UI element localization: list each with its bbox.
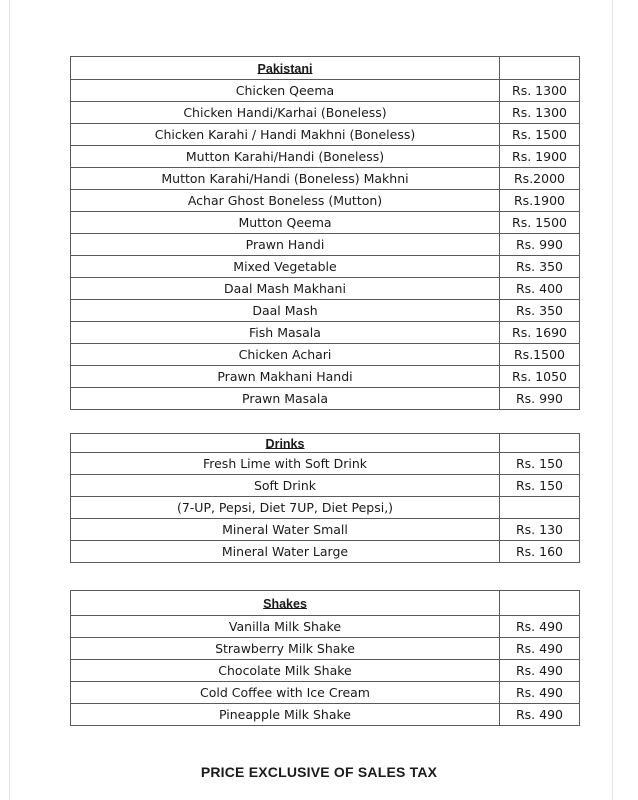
- menu-item-price: Rs. 1050: [500, 366, 580, 388]
- menu-item-name: Vanilla Milk Shake: [71, 616, 500, 638]
- menu-item-name: Prawn Handi: [71, 234, 500, 256]
- menu-item-name: Mutton Karahi/Handi (Boneless) Makhni: [71, 168, 500, 190]
- section-header-price-cell: [500, 434, 580, 453]
- menu-item-name: (7-UP, Pepsi, Diet 7UP, Diet Pepsi,): [71, 497, 500, 519]
- menu-item-name: Chocolate Milk Shake: [71, 660, 500, 682]
- menu-item-name: Prawn Masala: [71, 388, 500, 410]
- menu-item-row: [71, 453, 580, 475]
- menu-item-price: Rs. 1500: [500, 124, 580, 146]
- menu-item-price: Rs. 350: [500, 300, 580, 322]
- menu-item-row: [71, 256, 580, 278]
- menu-item-price: Rs. 1300: [500, 102, 580, 124]
- menu-item-price: Rs.1500: [500, 344, 580, 366]
- menu-item-row: [71, 234, 580, 256]
- menu-item-name: Mineral Water Large: [71, 541, 500, 563]
- menu-item-row: [71, 80, 580, 102]
- menu-item-row: [71, 278, 580, 300]
- section-header-price-cell: [500, 591, 580, 616]
- menu-item-price: Rs. 1690: [500, 322, 580, 344]
- menu-item-name: Cold Coffee with Ice Cream: [71, 682, 500, 704]
- menu-item-row: [71, 344, 580, 366]
- menu-item-row: [71, 366, 580, 388]
- menu-item-name: Achar Ghost Boneless (Mutton): [71, 190, 500, 212]
- menu-item-name: Daal Mash Makhani: [71, 278, 500, 300]
- menu-item-name: Fish Masala: [71, 322, 500, 344]
- menu-item-price: Rs. 990: [500, 388, 580, 410]
- menu-table-pakistani: [70, 56, 580, 410]
- menu-item-name: Daal Mash: [71, 300, 500, 322]
- menu-item-name: Soft Drink: [71, 475, 500, 497]
- menu-item-name: Chicken Qeema: [71, 80, 500, 102]
- section-header-price-cell: [500, 57, 580, 80]
- section-title-shakes: Shakes: [71, 591, 500, 616]
- menu-item-price: Rs. 1500: [500, 212, 580, 234]
- menu-item-name: Chicken Karahi / Handi Makhni (Boneless): [71, 124, 500, 146]
- menu-item-name: Mineral Water Small: [71, 519, 500, 541]
- menu-table-drinks: [70, 433, 580, 563]
- menu-item-price: Rs. 490: [500, 638, 580, 660]
- menu-item-name: Chicken Handi/Karhai (Boneless): [71, 102, 500, 124]
- menu-item-price: Rs. 490: [500, 660, 580, 682]
- menu-item-price: Rs. 350: [500, 256, 580, 278]
- menu-item-row: [71, 146, 580, 168]
- menu-item-name: Mutton Qeema: [71, 212, 500, 234]
- menu-item-name: Chicken Achari: [71, 344, 500, 366]
- sales-tax-note: PRICE EXCLUSIVE OF SALES TAX: [200, 764, 438, 780]
- menu-item-name: Mutton Karahi/Handi (Boneless): [71, 146, 500, 168]
- menu-item-price: Rs. 490: [500, 704, 580, 726]
- menu-item-row: [71, 682, 580, 704]
- menu-item-price: Rs. 1300: [500, 80, 580, 102]
- menu-item-row: [71, 638, 580, 660]
- menu-item-row: [71, 300, 580, 322]
- menu-item-price: Rs. 1900: [500, 146, 580, 168]
- menu-item-row: [71, 212, 580, 234]
- menu-item-name: Mixed Vegetable: [71, 256, 500, 278]
- menu-item-price: Rs. 490: [500, 682, 580, 704]
- menu-item-row: [71, 475, 580, 497]
- menu-item-price: Rs. 130: [500, 519, 580, 541]
- menu-item-price: Rs.2000: [500, 168, 580, 190]
- menu-item-price: Rs. 990: [500, 234, 580, 256]
- menu-item-price: Rs. 490: [500, 616, 580, 638]
- menu-item-row: [71, 660, 580, 682]
- menu-item-price: Rs. 150: [500, 475, 580, 497]
- menu-item-name: Prawn Makhani Handi: [71, 366, 500, 388]
- menu-item-price: [500, 497, 580, 519]
- menu-item-price: Rs.1900: [500, 190, 580, 212]
- menu-item-row: [71, 168, 580, 190]
- menu-item-row: [71, 541, 580, 563]
- menu-item-price: Rs. 400: [500, 278, 580, 300]
- menu-item-row: [71, 322, 580, 344]
- menu-item-row: [71, 190, 580, 212]
- menu-item-row: [71, 497, 580, 519]
- section-header-row: [71, 434, 580, 453]
- menu-item-name: Strawberry Milk Shake: [71, 638, 500, 660]
- menu-item-row: [71, 102, 580, 124]
- menu-table-shakes: [70, 590, 580, 726]
- menu-item-name: Pineapple Milk Shake: [71, 704, 500, 726]
- menu-item-row: [71, 124, 580, 146]
- menu-item-name: Fresh Lime with Soft Drink: [71, 453, 500, 475]
- menu-item-row: [71, 388, 580, 410]
- menu-item-row: [71, 616, 580, 638]
- menu-item-row: [71, 704, 580, 726]
- menu-item-price: Rs. 150: [500, 453, 580, 475]
- menu-item-price: Rs. 160: [500, 541, 580, 563]
- section-header-row: [71, 591, 580, 616]
- section-title-pakistani: Pakistani: [71, 57, 500, 80]
- section-title-drinks: Drinks: [71, 434, 500, 453]
- menu-item-row: [71, 519, 580, 541]
- section-header-row: [71, 57, 580, 80]
